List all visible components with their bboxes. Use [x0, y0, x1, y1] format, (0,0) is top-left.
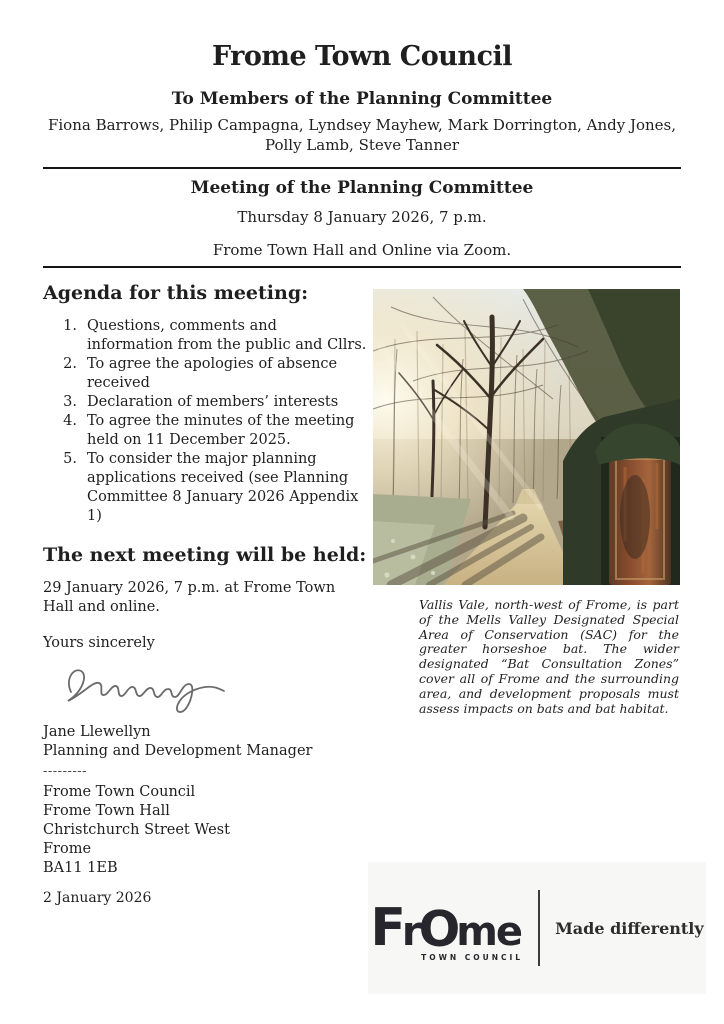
logo-letter: e	[495, 909, 524, 955]
agenda-item-number: 5.	[63, 451, 77, 467]
divider-top	[43, 167, 681, 169]
address-line: Frome Town Hall	[43, 803, 170, 819]
divider-bottom	[43, 266, 681, 268]
logo-letter: r	[401, 909, 422, 955]
agenda-item	[43, 450, 367, 526]
closing-line: Yours sincerely	[43, 635, 155, 651]
agenda-list	[43, 317, 367, 526]
council-logo	[368, 862, 706, 994]
agenda-item-number: 2.	[63, 356, 77, 372]
address-line: Christchurch Street West	[43, 822, 230, 838]
agenda-item-number: 3.	[63, 394, 77, 410]
logo-letter: F	[370, 898, 406, 958]
agenda-item-number: 4.	[63, 413, 77, 429]
letter-date: 2 January 2026	[43, 890, 152, 906]
logo-lockup	[368, 862, 706, 994]
signatory-name: Jane Llewellyn	[43, 724, 151, 740]
letter-body-column	[43, 281, 367, 908]
photo-caption: Vallis Vale, north-west of Frome, is part of the Mells Valley Designated Special Area of Conservation (SAC) for the greater horseshoe bat. The wider designated “Bat Consultation Zones” cover all of Frome and the surrounding area, and development proposals must assess impacts on bats and bat habitat.	[419, 597, 679, 716]
agenda-item	[43, 412, 367, 450]
dash-separator: ---------	[43, 764, 88, 779]
agenda-item-text: Questions, comments and information from the public and Cllrs.	[87, 318, 367, 353]
agenda-item-text: To agree the apologies of absence received	[87, 356, 338, 391]
agenda-item-text: Declaration of members’ interests	[87, 394, 339, 410]
address-line: BA11 1EB	[43, 860, 118, 876]
logo-subtext: TOWN COUNCIL	[421, 952, 524, 962]
committee-members-line: Fiona Barrows, Philip Campagna, Lyndsey Mayhew, Mark Dorrington, Andy Jones, Polly Lamb, Steve Tanner	[47, 116, 677, 154]
agenda-item	[43, 393, 367, 412]
agenda-heading: Agenda for this meeting:	[43, 282, 309, 304]
address-line: Frome	[43, 841, 92, 857]
meeting-location: Frome Town Hall and Online via Zoom.	[212, 241, 512, 259]
logo-divider	[538, 890, 540, 966]
page-title: Frome Town Council	[211, 41, 513, 72]
address-line: Frome Town Council	[43, 784, 196, 800]
logo-letter: O	[418, 901, 461, 958]
agenda-item-text: To consider the major planning applications received (see Planning Committee 8 January 2026 Appendix 1)	[87, 451, 359, 524]
signatory-role: Planning and Development Manager	[43, 743, 313, 759]
next-meeting-text: 29 January 2026, 7 p.m. at Frome Town Hall and online.	[43, 580, 336, 615]
agenda-item-text: To agree the minutes of the meeting held on 11 December 2025.	[87, 413, 355, 448]
recipient-line: To Members of the Planning Committee	[171, 89, 553, 109]
logo-tagline: Made differently	[555, 918, 704, 938]
meeting-heading: Meeting of the Planning Committee	[190, 178, 534, 198]
logo-letter: m	[456, 909, 498, 955]
meeting-datetime: Thursday 8 January 2026, 7 p.m.	[237, 208, 487, 226]
agenda-item	[43, 355, 367, 393]
logo-wordmark	[370, 898, 524, 962]
agenda-item	[43, 317, 367, 355]
address-block	[43, 783, 367, 878]
photo-vallis-vale	[373, 289, 680, 585]
next-meeting-heading: The next meeting will be held:	[43, 544, 367, 566]
agenda-item-number: 1.	[63, 318, 77, 334]
handwritten-signature	[55, 659, 227, 713]
